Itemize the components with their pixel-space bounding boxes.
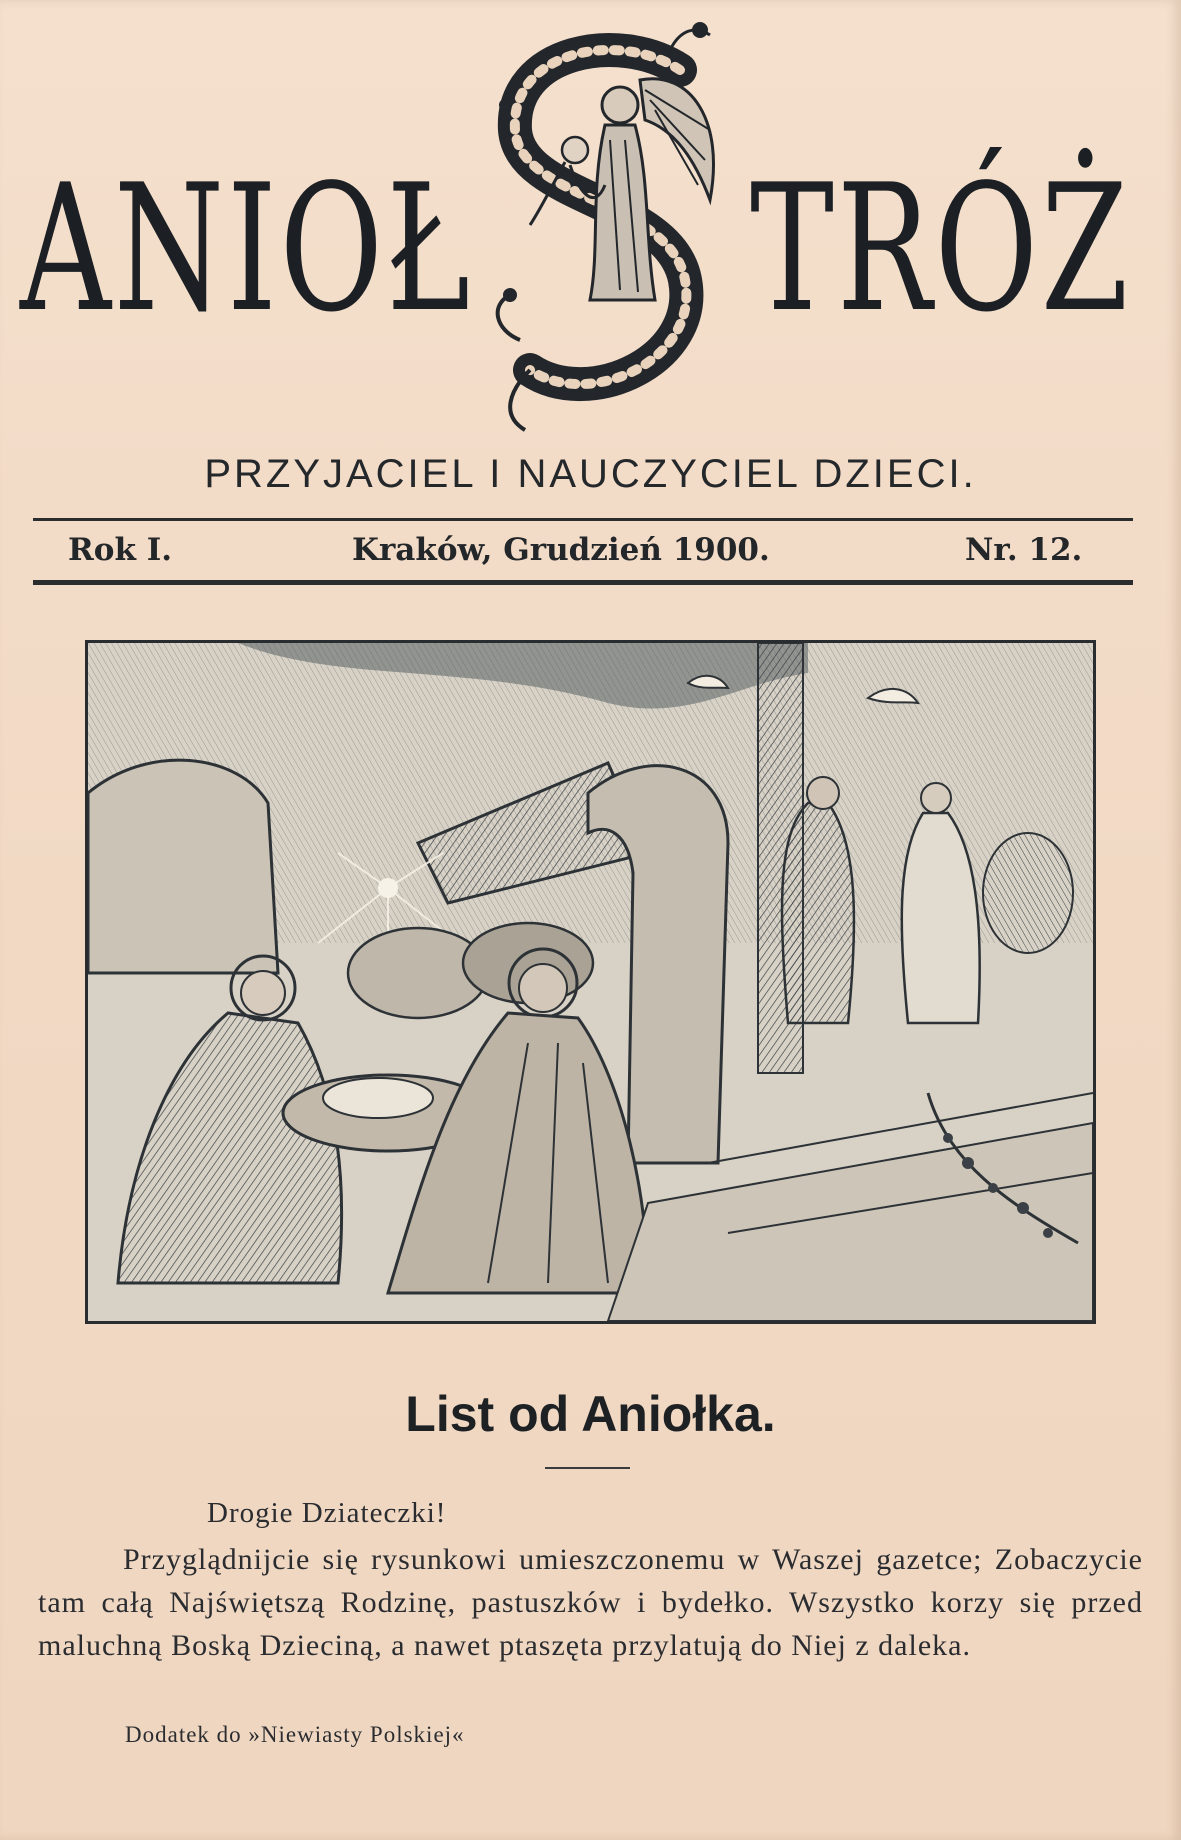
title-divider — [545, 1467, 630, 1469]
masthead-subtitle: PRZYJACIEL I NAUCZYCIEL DZIECI. — [204, 452, 977, 496]
angel-initial-illustration — [470, 10, 740, 440]
article-paragraph: Przyglądnijcie się rysunkowi umieszczonemu w Waszej gazetce; Zobaczycie tam całą Najświętszą Rodzinę, pastuszków i bydełko. Wszystko korzy się przed maluchną Boską Dzieciną, a nawet ptaszęta przylatują do Niej z daleka. — [38, 1543, 1143, 1662]
masthead — [0, 0, 1181, 450]
issue-info-line — [0, 528, 1181, 578]
masthead-title-right: TRÓŻ — [750, 148, 1132, 351]
article-title: List od Aniołka. — [405, 1386, 776, 1442]
nativity-engraving — [85, 640, 1096, 1324]
issue-place-date: Kraków, Grudzień 1900. — [352, 532, 770, 568]
issue-number: Nr. 12. — [965, 532, 1083, 568]
masthead-title-left: ANIOŁ — [20, 148, 474, 351]
issue-year: Rok I. — [68, 532, 173, 568]
header-rule-bottom — [33, 580, 1133, 585]
header-rule-top — [33, 518, 1133, 521]
supplement-note: Dodatek do »Niewiasty Polskiej« — [125, 1722, 465, 1747]
nativity-scene-image — [88, 643, 1093, 1321]
article-body — [38, 1538, 1143, 1667]
decorative-initial-s — [470, 10, 740, 440]
article-salutation: Drogie Dziateczki! — [207, 1497, 447, 1529]
